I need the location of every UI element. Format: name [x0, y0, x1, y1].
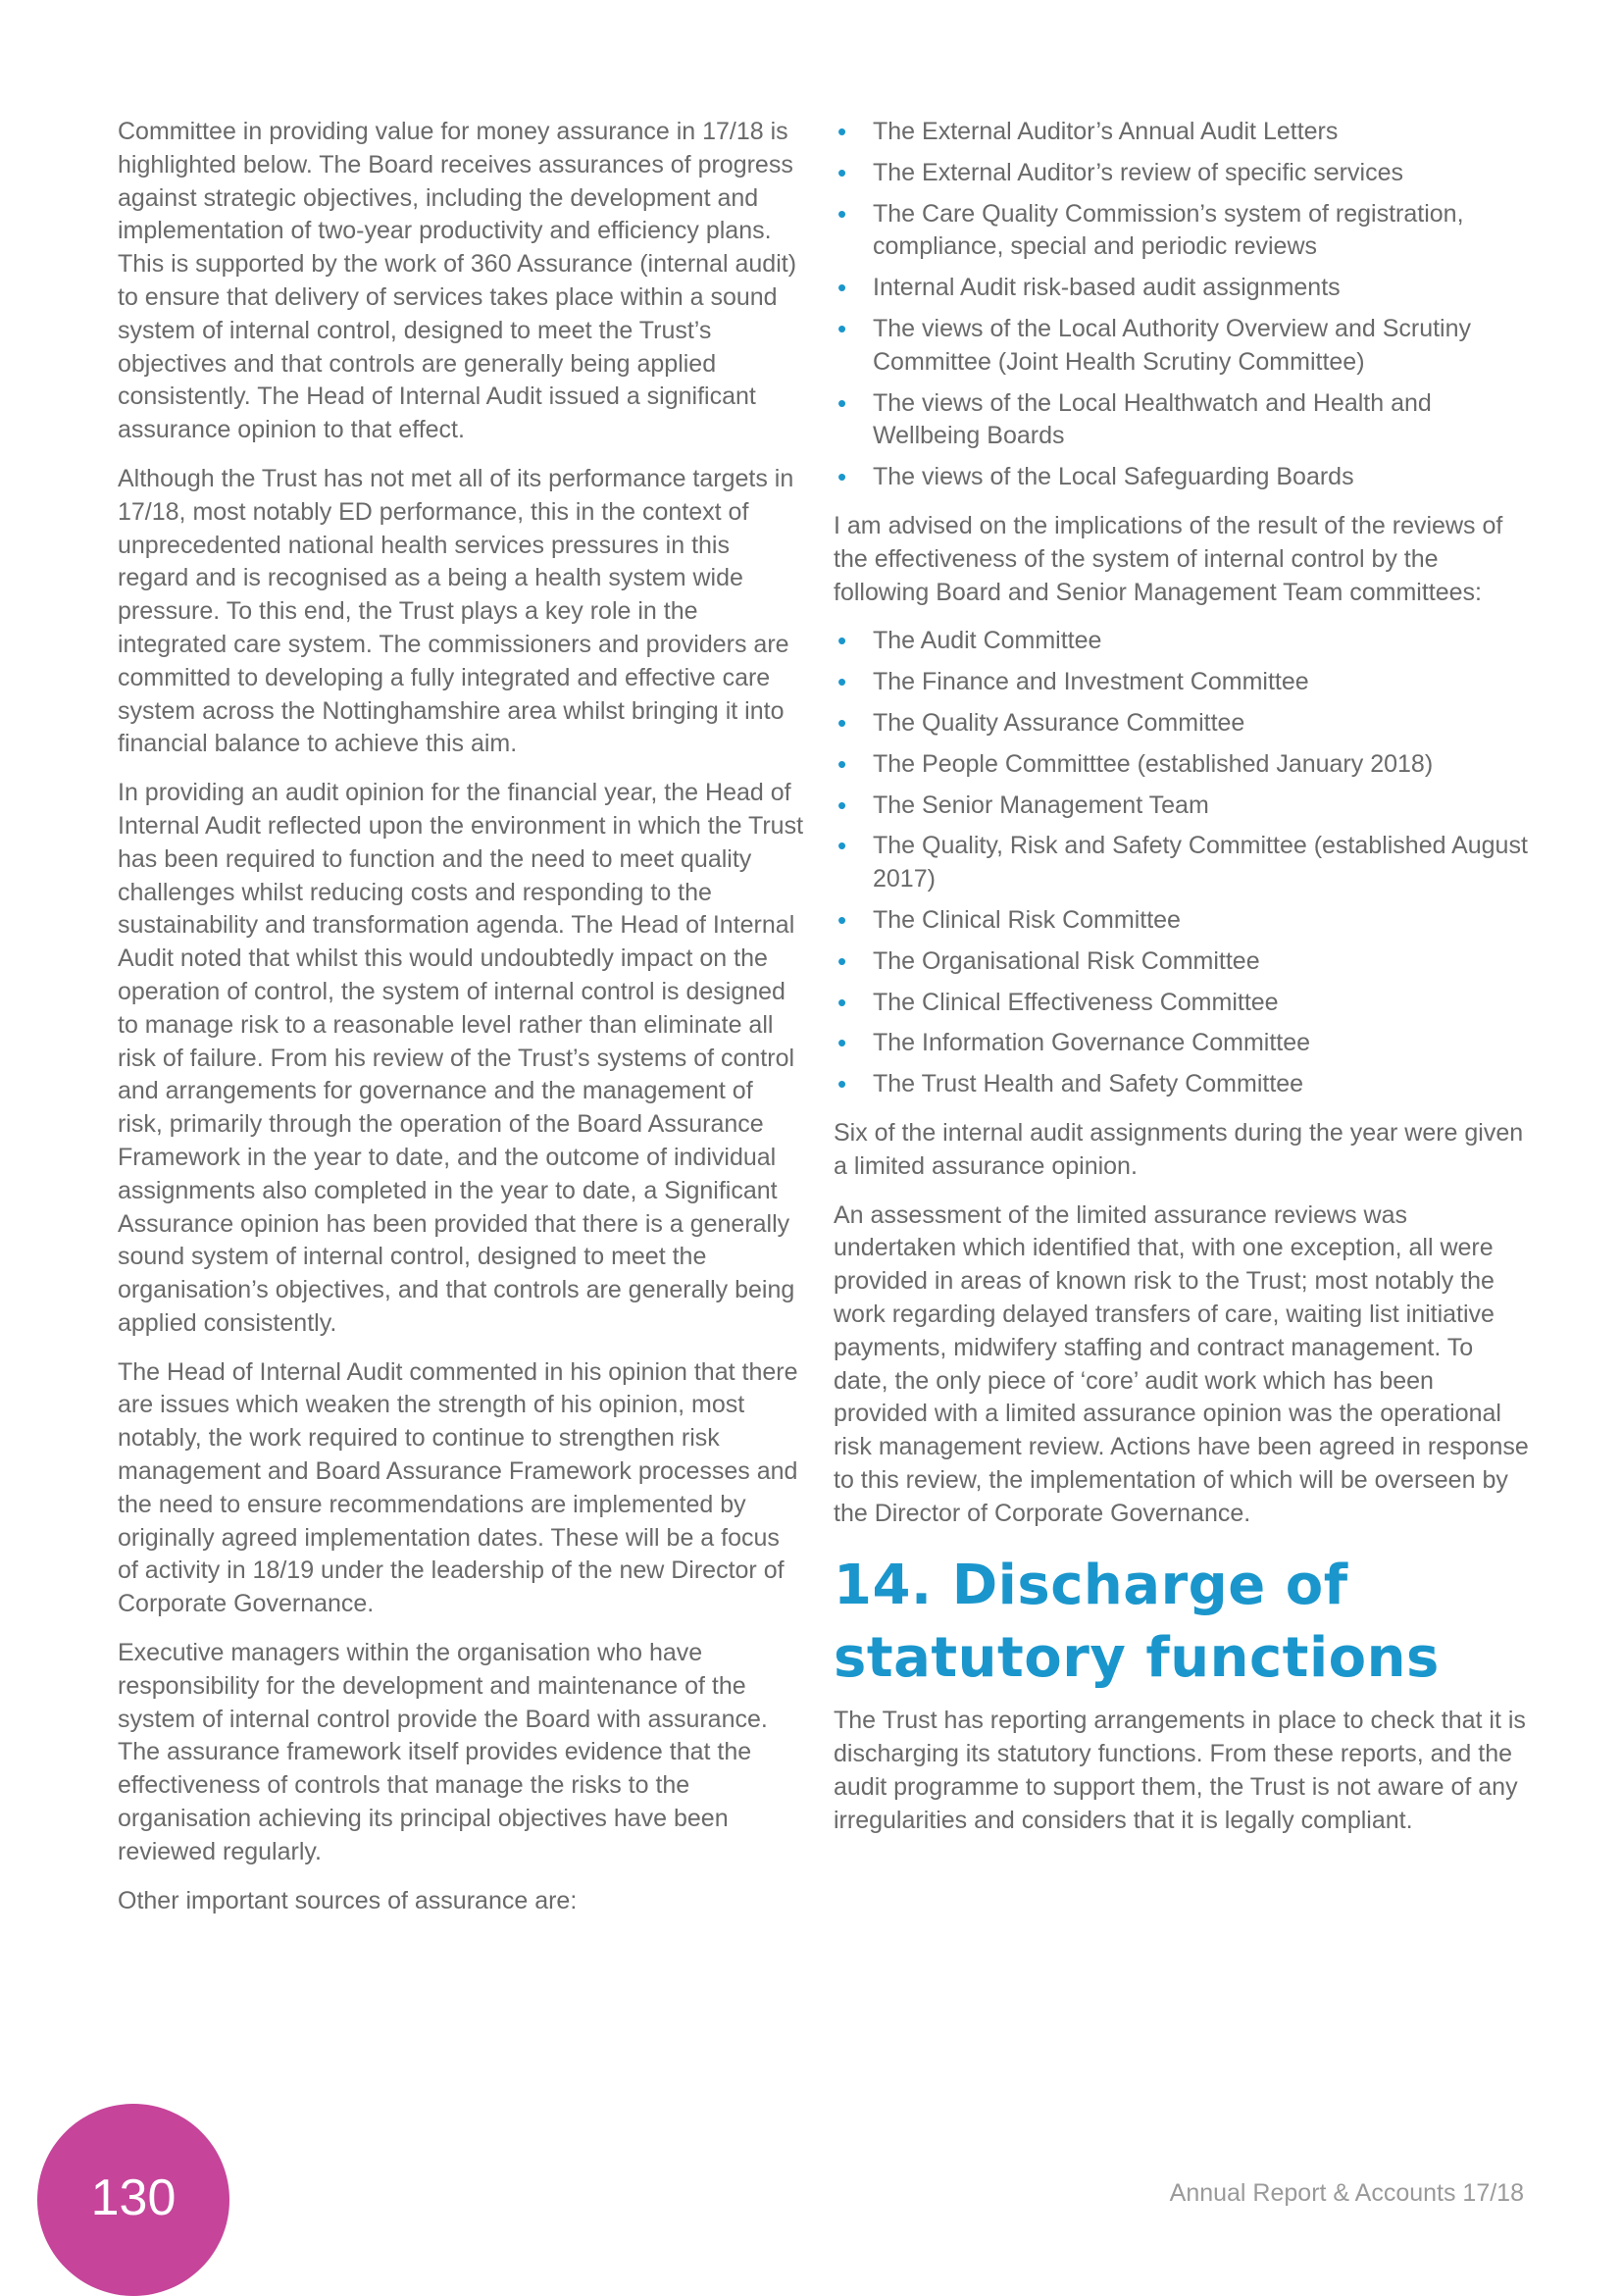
bullet-icon: •	[837, 987, 847, 1017]
bullet-icon: •	[837, 157, 847, 187]
bullet-icon: •	[837, 117, 847, 146]
list-item: • The Information Governance Committee	[834, 1027, 1530, 1060]
list-item: • The Clinical Risk Committee	[834, 904, 1530, 938]
bullet-icon: •	[837, 831, 847, 861]
bullet-icon: •	[837, 198, 847, 229]
committees-list	[834, 625, 1530, 1101]
list-item: • The Audit Committee	[834, 625, 1530, 658]
bullet-icon: •	[837, 790, 847, 820]
bullet-icon: •	[837, 748, 847, 779]
paragraph-sources-intro: Other important sources of assurance are:	[118, 1886, 578, 1914]
list-item: • The People Committtee (established January 2018)	[834, 748, 1530, 782]
bullet-icon: •	[837, 462, 847, 492]
paragraph-limited-assurance: Six of the internal audit assignments during the year were given a limited assurance opinion.	[834, 1118, 1524, 1180]
paragraph-executive-managers: Executive managers within the organisation who have responsibility for the development and maintenance of the system of internal control provide the Board with assurance. The assurance framework itself provides evidence that the effectiveness of controls that manage the risks to the organisation achieving its principal objectives have been reviewed regularly.	[118, 1639, 768, 1865]
list-item: • The Quality Assurance Committee	[834, 707, 1530, 740]
page-number: 130	[90, 2169, 177, 2226]
list-item: • The Care Quality Commission’s system of registration, compliance, special and periodic reviews	[837, 198, 1464, 261]
right-column	[834, 116, 1530, 1854]
list-item: • The views of the Local Safeguarding Boards	[834, 461, 1530, 494]
paragraph-opinion-issues: The Head of Internal Audit commented in his opinion that there are issues which weaken the strength of his opinion, most notably, the work required to continue to strengthen risk management and Board Assurance Framework processes and the need to ensure recommendations are implemented by originally agreed implementation dates. These will be a focus of activity in 18/19 under the leadership of the new Director of Corporate Governance.	[118, 1357, 798, 1618]
paragraph-audit-opinion: In providing an audit opinion for the financial year, the Head of Internal Audit reflected upon the environment in which the Trust has been required to function and the need to meet quality challenges whilst reducing costs and responding to the sustainability and transformation agenda. The Head of Internal Audit noted that whilst this would undoubtedly impact on the operation of control, the system of internal control is designed to manage risk to a reasonable level rather than eliminate all risk of failure. From his review of the Trust’s systems of control and arrangements for governance and the management of risk, primarily through the operation of the Board Assurance Framework in the year to date, and the outcome of individual assignments also completed in the year to date, a Significant Assurance opinion has been provided that there is a generally sound system of internal control, designed to meet the organisation’s objectives, and that controls are generally being applied consistently.	[118, 779, 804, 1337]
bullet-icon: •	[837, 387, 847, 418]
list-item: • The Organisational Risk Committee	[834, 945, 1530, 979]
bullet-icon: •	[837, 945, 847, 976]
list-item: • The Quality, Risk and Safety Committee (established August 2017)	[837, 831, 1528, 893]
paragraph-performance-targets: Although the Trust has not met all of its performance targets in 17/18, most notably ED performance, this in the context of unprecedented national health services pressures in this regard and is recognised as a being a health system wide pressure. To this end, the Trust plays a key role in the integrated care system. The commissioners and providers are committed to developing a fully integrated and effective care system across the Nottinghamshire area whilst bringing it into financial balance to achieve this aim.	[118, 464, 794, 758]
bullet-icon: •	[837, 313, 847, 343]
bullet-icon: •	[837, 1069, 847, 1099]
bullet-icon: •	[837, 904, 847, 935]
list-item: • The Senior Management Team	[834, 790, 1530, 823]
list-item: • The Finance and Investment Committee	[834, 666, 1530, 699]
list-item: • The views of the Local Authority Overview and Scrutiny Committee (Joint Health Scrutiny Committee)	[837, 313, 1472, 376]
list-item: • The Clinical Effectiveness Committee	[834, 987, 1530, 1020]
footer-document-title: Annual Report & Accounts 17/18	[1169, 2179, 1524, 2207]
bullet-icon: •	[837, 273, 847, 303]
page-number-badge	[37, 2104, 229, 2296]
bullet-icon: •	[837, 667, 847, 697]
list-item: • Internal Audit risk-based audit assignments	[834, 272, 1530, 305]
list-item: • The Trust Health and Safety Committee	[834, 1068, 1530, 1101]
bullet-icon: •	[837, 707, 847, 738]
list-item: • The External Auditor’s review of specific services	[834, 157, 1530, 190]
paragraph-statutory-functions: The Trust has reporting arrangements in place to check that it is discharging its statutory functions. From these reports, and the audit programme to support them, the Trust is not aware of any irregularities and considers that it is legally compliant.	[834, 1707, 1526, 1834]
left-column	[118, 116, 804, 1933]
list-item: • The views of the Local Healthwatch and Health and Wellbeing Boards	[837, 387, 1432, 450]
paragraph-assessment: An assessment of the limited assurance reviews was undertaken which identified that, with one exception, all were provided in areas of known risk to the Trust; most notably the work regarding delayed transfers of care, waiting list initiative payments, midwifery staffing and contract management. To date, the only piece of ‘core’ audit work which has been provided with a limited assurance opinion was the operational risk management review. Actions have been agreed in response to this review, the implementation of which will be overseen by the Director of Corporate Governance.	[834, 1200, 1529, 1527]
assurance-sources-list	[834, 116, 1530, 494]
paragraph-committees-intro: I am advised on the implications of the result of the reviews of the effectiveness of the system of internal control by the following Board and Senior Management Team committees:	[834, 511, 1503, 606]
bullet-icon: •	[837, 626, 847, 656]
list-item: • The External Auditor’s Annual Audit Letters	[834, 116, 1530, 149]
section-heading: 14. Discharge of statutory functions	[834, 1554, 1440, 1691]
bullet-icon: •	[837, 1028, 847, 1058]
paragraph-value-for-money: Committee in providing value for money assurance in 17/18 is highlighted below. The Board receives assurances of progress against strategic objectives, including the development and implementation of two-year productivity and efficiency plans. This is supported by the work of 360 Assurance (internal audit) to ensure that delivery of services takes place within a sound system of internal control, designed to meet the Trust’s objectives and that controls are generally being applied consistently. The Head of Internal Audit issued a significant assurance opinion to that effect.	[118, 118, 797, 444]
